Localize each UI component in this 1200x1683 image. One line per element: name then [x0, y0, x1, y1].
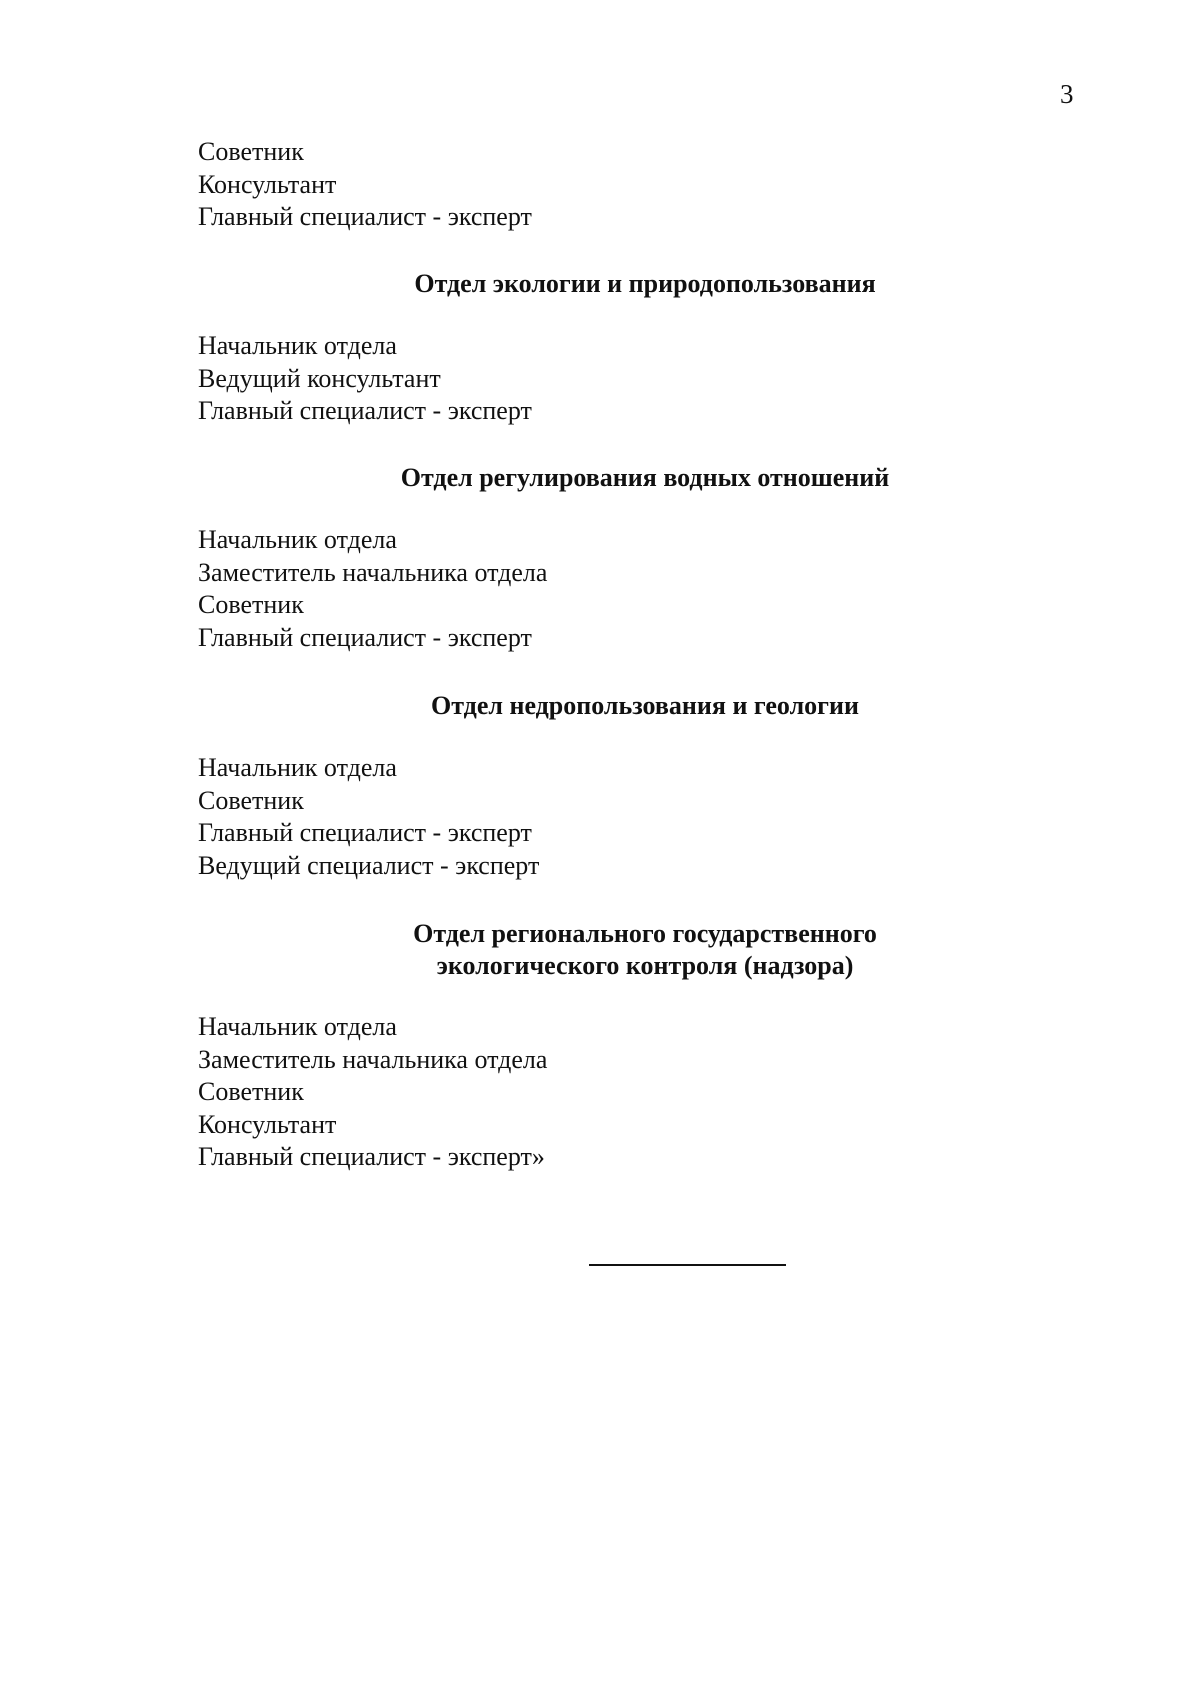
position-item: Главный специалист - эксперт»: [198, 1142, 545, 1171]
position-item: Начальник отдела: [198, 331, 397, 360]
department-title-line: Отдел экологии и природопользования: [414, 269, 876, 298]
department-title-line: экологического контроля (надзора): [436, 951, 854, 980]
position-item: Советник: [198, 785, 304, 815]
position-item: Главный специалист - эксперт: [198, 202, 532, 231]
department-position-list: [198, 752, 998, 882]
position-item: Главный специалист - эксперт: [198, 818, 532, 847]
department-title: [0, 268, 1200, 300]
position-item: Начальник отдела: [198, 1012, 397, 1041]
position-item: Главный специалист - эксперт: [198, 396, 532, 425]
end-of-document-rule: [589, 1264, 786, 1266]
department-title: [0, 690, 1200, 722]
position-item: Главный специалист - эксперт: [198, 622, 532, 652]
department-title: [0, 462, 1200, 494]
position-item: Консультант: [198, 1109, 337, 1139]
position-item: Начальник отдела: [198, 753, 397, 782]
intro-position-list: [198, 136, 998, 234]
position-item: Советник: [198, 590, 304, 619]
position-item: Заместитель начальника отдела: [198, 557, 548, 587]
position-item: Начальник отдела: [198, 525, 397, 554]
position-item: Консультант: [198, 169, 337, 199]
department-title-line: Отдел регионального государственного: [413, 919, 877, 948]
department-position-list: [198, 1011, 998, 1174]
position-item: Заместитель начальника отдела: [198, 1044, 548, 1074]
position-item: Ведущий специалист - эксперт: [198, 850, 540, 880]
position-item: Ведущий консультант: [198, 363, 441, 393]
department-title: [0, 918, 1200, 982]
department-position-list: [198, 330, 998, 428]
department-title-line: Отдел регулирования водных отношений: [400, 463, 890, 492]
page-number: 3: [1060, 79, 1074, 109]
department-position-list: [198, 524, 998, 654]
position-item: Советник: [198, 137, 304, 166]
department-title-line: Отдел недропользования и геологии: [431, 691, 859, 720]
position-item: Советник: [198, 1077, 304, 1106]
